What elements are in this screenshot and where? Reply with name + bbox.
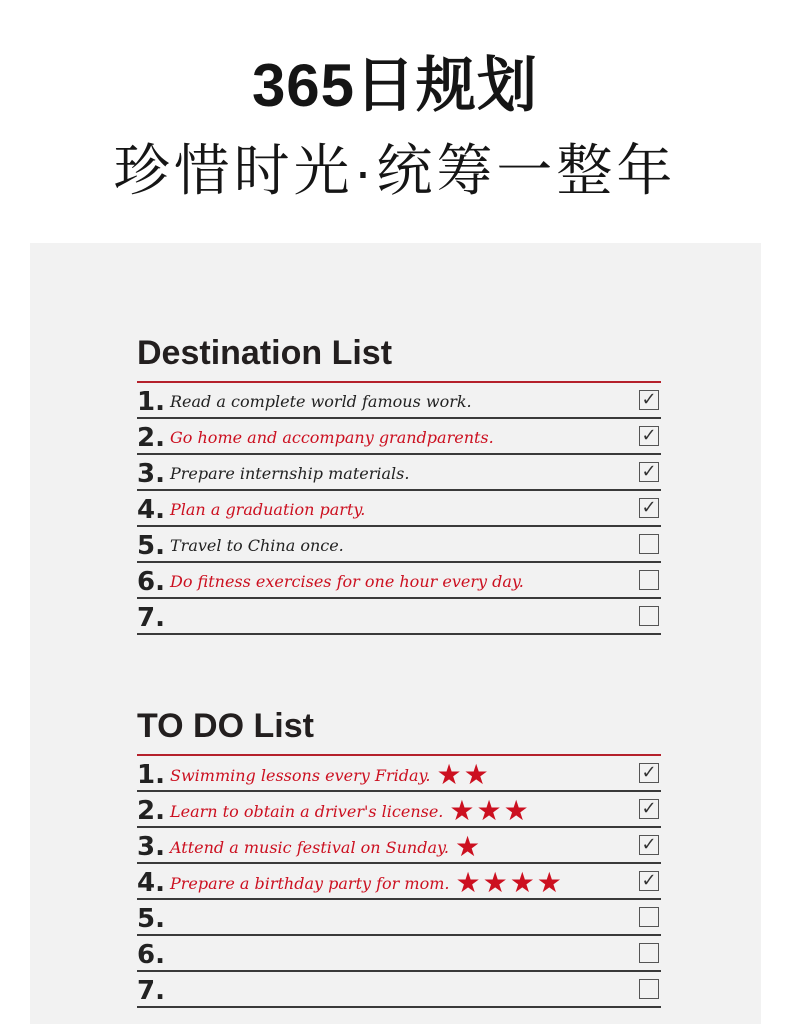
todo-item xyxy=(137,972,661,1008)
destination-item xyxy=(137,527,661,563)
destination-item xyxy=(137,599,661,635)
destination-item xyxy=(137,383,661,419)
destination-item xyxy=(137,491,661,527)
todo-item xyxy=(137,900,661,936)
destination-item xyxy=(137,455,661,491)
destination-item-label: Plan a graduation party. xyxy=(170,500,366,519)
todo-list-title: TO DO List xyxy=(137,707,314,745)
page-subtitle: 珍惜时光·统筹一整年 xyxy=(113,139,677,202)
destination-item-number: 4. xyxy=(137,495,165,525)
todo-item xyxy=(137,936,661,972)
destination-item-number: 2. xyxy=(137,423,165,453)
todo-item-number: 3. xyxy=(137,832,165,862)
checkbox-checked[interactable]: ✓ xyxy=(639,835,659,855)
destination-item xyxy=(137,419,661,455)
destination-item xyxy=(137,563,661,599)
priority-stars-icon: ★★ xyxy=(436,758,491,791)
todo-item-number: 4. xyxy=(137,868,165,898)
destination-item-number: 7. xyxy=(137,603,165,633)
destination-item-text xyxy=(170,533,344,559)
destination-list-rows xyxy=(137,381,661,635)
todo-item-number: 1. xyxy=(137,760,165,790)
todo-item-label: Swimming lessons every Friday. xyxy=(170,766,431,785)
destination-item-label: Prepare internship materials. xyxy=(170,464,410,483)
todo-item-text xyxy=(170,866,564,899)
checkbox-checked[interactable]: ✓ xyxy=(639,462,659,482)
todo-item-number: 5. xyxy=(137,904,165,934)
page-title: 365日规划 xyxy=(251,52,539,119)
todo-item-label: Attend a music festival on Sunday. xyxy=(170,838,450,857)
checkbox-unchecked[interactable] xyxy=(639,907,659,927)
destination-item-number: 1. xyxy=(137,387,165,417)
checkbox-checked[interactable]: ✓ xyxy=(639,763,659,783)
todo-item-number: 7. xyxy=(137,976,165,1006)
destination-item-text xyxy=(170,389,472,415)
destination-item-text xyxy=(170,569,524,595)
destination-list-section xyxy=(137,333,661,635)
checkbox-checked[interactable]: ✓ xyxy=(639,799,659,819)
destination-item-text xyxy=(170,425,494,451)
todo-list-section xyxy=(137,706,661,1008)
checkbox-checked[interactable]: ✓ xyxy=(639,390,659,410)
checkbox-unchecked[interactable] xyxy=(639,570,659,590)
destination-item-text xyxy=(170,497,365,523)
todo-item xyxy=(137,864,661,900)
priority-stars-icon: ★★★ xyxy=(449,794,531,827)
destination-item-label: Go home and accompany grandparents. xyxy=(170,428,494,447)
todo-list-rows xyxy=(137,754,661,1008)
destination-item-label: Read a complete world famous work. xyxy=(170,392,472,411)
destination-item-label: Do fitness exercises for one hour every day. xyxy=(170,572,524,591)
todo-item xyxy=(137,792,661,828)
todo-item-label: Learn to obtain a driver's license. xyxy=(170,802,444,821)
todo-item-text xyxy=(170,830,483,863)
todo-item-label: Prepare a birthday party for mom. xyxy=(170,874,450,893)
checkbox-checked[interactable]: ✓ xyxy=(639,498,659,518)
checkbox-unchecked[interactable] xyxy=(639,606,659,626)
priority-stars-icon: ★ xyxy=(455,830,483,863)
destination-item-number: 3. xyxy=(137,459,165,489)
destination-item-label: Travel to China once. xyxy=(170,536,344,555)
lists-panel xyxy=(30,243,761,1024)
todo-item xyxy=(137,756,661,792)
header xyxy=(0,0,790,243)
todo-item-number: 6. xyxy=(137,940,165,970)
priority-stars-icon: ★★★★ xyxy=(455,866,564,899)
todo-item-text xyxy=(170,758,491,791)
destination-item-text xyxy=(170,461,409,487)
checkbox-unchecked[interactable] xyxy=(639,979,659,999)
checkbox-checked[interactable]: ✓ xyxy=(639,426,659,446)
todo-item-number: 2. xyxy=(137,796,165,826)
destination-item-number: 5. xyxy=(137,531,165,561)
checkbox-unchecked[interactable] xyxy=(639,943,659,963)
todo-item-text xyxy=(170,794,531,827)
todo-item xyxy=(137,828,661,864)
checkbox-checked[interactable]: ✓ xyxy=(639,871,659,891)
destination-list-title: Destination List xyxy=(137,334,393,372)
checkbox-unchecked[interactable] xyxy=(639,534,659,554)
destination-item-number: 6. xyxy=(137,567,165,597)
